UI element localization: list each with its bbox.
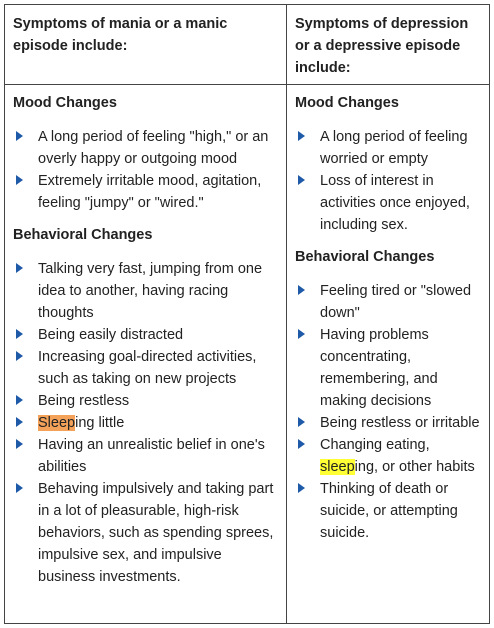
- depression-mood-title: Mood Changes: [295, 95, 399, 111]
- depression-behavior-list: [295, 280, 483, 544]
- mania-mood-list: [13, 126, 280, 214]
- symptoms-table: [4, 4, 490, 624]
- triangle-bullet-icon: [298, 131, 305, 141]
- triangle-bullet-icon: [16, 329, 23, 339]
- list-item: Extremely irritable mood, agitation, feeling "jumpy" or "wired.": [13, 170, 280, 214]
- list-item: Changing eating, sleeping, or other habits: [295, 434, 483, 478]
- list-item: A long period of feeling worried or empty: [295, 126, 483, 170]
- list-item: Being restless: [13, 390, 280, 412]
- list-item: Sleeping little: [13, 412, 280, 434]
- list-item: Having an unrealistic belief in one's abilities: [13, 434, 280, 478]
- list-item: Increasing goal-directed activities, such as taking on new projects: [13, 346, 280, 390]
- search-highlight: sleep: [320, 459, 355, 475]
- mania-column: [5, 5, 286, 623]
- triangle-bullet-icon: [16, 263, 23, 273]
- mania-header: Symptoms of mania or a manic episode include:: [5, 5, 286, 85]
- mania-behavior-list: [13, 258, 280, 588]
- triangle-bullet-icon: [16, 351, 23, 361]
- triangle-bullet-icon: [16, 175, 23, 185]
- triangle-bullet-icon: [16, 131, 23, 141]
- depression-column: [286, 5, 489, 623]
- triangle-bullet-icon: [16, 439, 23, 449]
- list-item: Being restless or irritable: [295, 412, 483, 434]
- list-item: Loss of interest in activities once enjoyed, including sex.: [295, 170, 483, 236]
- list-item: Having problems concentrating, remembering, and making decisions: [295, 324, 483, 412]
- triangle-bullet-icon: [16, 483, 23, 493]
- triangle-bullet-icon: [298, 175, 305, 185]
- triangle-bullet-icon: [298, 439, 305, 449]
- list-item: Feeling tired or "slowed down": [295, 280, 483, 324]
- depression-header: Symptoms of depression or a depressive episode include:: [287, 5, 489, 85]
- triangle-bullet-icon: [16, 395, 23, 405]
- mania-behavior-title: Behavioral Changes: [13, 227, 153, 243]
- mania-body: [5, 85, 286, 598]
- triangle-bullet-icon: [16, 417, 23, 427]
- triangle-bullet-icon: [298, 329, 305, 339]
- list-item: Thinking of death or suicide, or attempting suicide.: [295, 478, 483, 544]
- list-item: A long period of feeling "high," or an overly happy or outgoing mood: [13, 126, 280, 170]
- triangle-bullet-icon: [298, 483, 305, 493]
- list-item: Behaving impulsively and taking part in a lot of pleasurable, high-risk behaviors, such as spending sprees, impulsive sex, and impulsive business investments.: [13, 478, 280, 588]
- list-item: Being easily distracted: [13, 324, 280, 346]
- depression-mood-list: [295, 126, 483, 236]
- list-item: Talking very fast, jumping from one idea to another, having racing thoughts: [13, 258, 280, 324]
- depression-body: [287, 85, 489, 554]
- search-highlight: Sleep: [38, 415, 76, 431]
- triangle-bullet-icon: [298, 285, 305, 295]
- triangle-bullet-icon: [298, 417, 305, 427]
- mania-mood-title: Mood Changes: [13, 95, 117, 111]
- depression-behavior-title: Behavioral Changes: [295, 249, 435, 265]
